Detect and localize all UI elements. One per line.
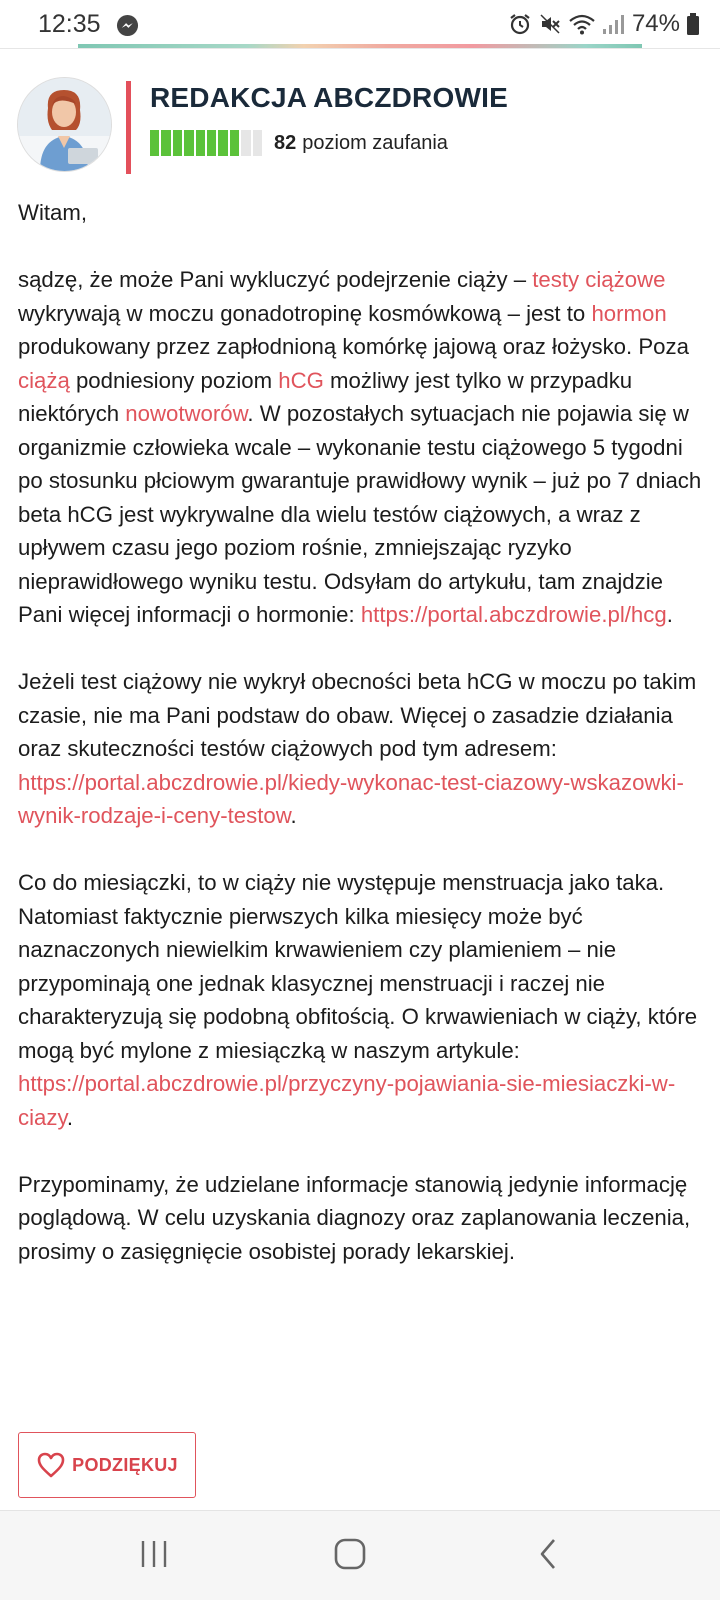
text: . [666,602,673,627]
recent-apps-button[interactable] [138,1537,170,1571]
text: . W pozostałych sytuacjach nie pojawia się w organizmie człowieka wcale – wykonanie testu ciążowego 5 tygodni po stosunku płciowym gwarantuje prawidłowy wynik – już po 7 dniach beta hCG jest wykrywalne dla wielu testów ciążowych, a wraz z upływem czasu jego poziom rośnie, zmniejszając ryzyko nieprawidłowego wyniku testu. Odsyłam do artykułu, tam znajdzie Pani więcej informacji o hormonie: [18,401,702,627]
trust-segment [161,130,170,156]
trust-label: poziom zaufania [302,131,448,154]
trust-level [150,130,448,156]
text: Jeżeli test ciążowy nie wykrył obecności beta hCG w moczu po takim czasie, nie ma Pani podstaw do obaw. Więcej o zasadzie działania oraz skuteczności testów ciążowych pod tym adresem: [18,669,697,761]
answer-greeting: Witam, [18,200,88,225]
text: sądzę, że może Pani wykluczyć podejrzenie ciąży – [18,267,533,292]
trust-score: 82 [274,131,297,154]
text: . [66,1104,74,1130]
battery-icon [686,12,700,36]
divider [0,48,720,49]
link-hormon[interactable]: hormon [591,300,667,326]
author-name[interactable]: REDAKCJA ABCZDROWIE [150,82,508,113]
author-accent-bar [126,81,131,174]
link-testy-ciazowe[interactable]: testy ciążowe [532,267,666,292]
thanks-button[interactable] [18,1432,196,1498]
trust-segment [253,130,262,156]
text: podniesiony poziom [69,367,279,393]
link-hcg-article[interactable]: https://portal.abczdrowie.pl/hcg [360,602,667,627]
link-hcg[interactable]: hCG [278,367,324,393]
status-time: 12:35 [38,10,101,38]
text: . [290,803,297,828]
messenger-icon [116,14,139,37]
heart-icon [36,1451,66,1479]
mute-icon [538,12,562,36]
trust-segment [184,130,193,156]
trust-segment [218,130,227,156]
wifi-icon [568,12,596,36]
status-icons [508,10,700,38]
answer-paragraph-3 [18,866,708,1134]
text: Co do miesiączki, to w ciąży nie występuje menstruacja jako taka. Natomiast faktycznie pierwszych kilka miesięcy może być naznaczonych niewielkim krwawieniem czy plamieniem – nie przypominają one jednak klasycznej menstruacji i raczej nie charakteryzują się podobną obfitością. O krwawieniach w ciąży, które mogą być mylone z miesiączką w naszym artykule: [18,870,698,1063]
link-nowotworow[interactable]: nowotworów [125,401,248,426]
answer-content [18,196,708,1302]
trust-segment [196,130,205,156]
trust-segment [173,130,182,156]
text: możliwy jest tylko w przypadku niektórych [18,367,633,426]
trust-segment [150,130,159,156]
trust-segment [207,130,216,156]
thanks-label: PODZIĘKUJ [72,1454,178,1475]
battery-percent: 74% [631,10,680,37]
home-button[interactable] [332,1537,368,1571]
answer-paragraph-1 [18,263,708,632]
text: wykrywają w moczu gonadotropinę kosmówkową – jest to [18,300,592,326]
status-bar [0,0,720,46]
trust-segment [230,130,239,156]
avatar-image [18,78,111,171]
back-button[interactable] [536,1537,562,1571]
link-ciaza[interactable]: ciążą [18,367,70,393]
link-miesiaczka-article[interactable]: https://portal.abczdrowie.pl/przyczyny-pojawiania-sie-miesiaczki-w-ciazy [18,1071,676,1130]
trust-segment [241,130,250,156]
trust-meter [150,130,262,156]
system-nav-bar [0,1511,720,1600]
signal-icon [602,12,624,36]
author-avatar[interactable] [18,78,111,171]
link-test-ciazowy-article[interactable]: https://portal.abczdrowie.pl/kiedy-wykonac-test-ciazowy-wskazowki-wynik-rodzaje-i-ceny-testow [18,769,684,828]
alarm-icon [508,12,532,36]
answer-paragraph-2 [18,665,708,833]
author-block [18,78,708,173]
answer-disclaimer: Przypominamy, że udzielane informacje stanowią jedynie informację poglądową. W celu uzyskania diagnozy oraz zaplanowania leczenia, prosimy o zasięgnięcie osobistej porady lekarskiej. [18,1171,691,1264]
text: produkowany przez zapłodnioną komórkę jajową oraz łożysko. Poza [18,334,689,359]
